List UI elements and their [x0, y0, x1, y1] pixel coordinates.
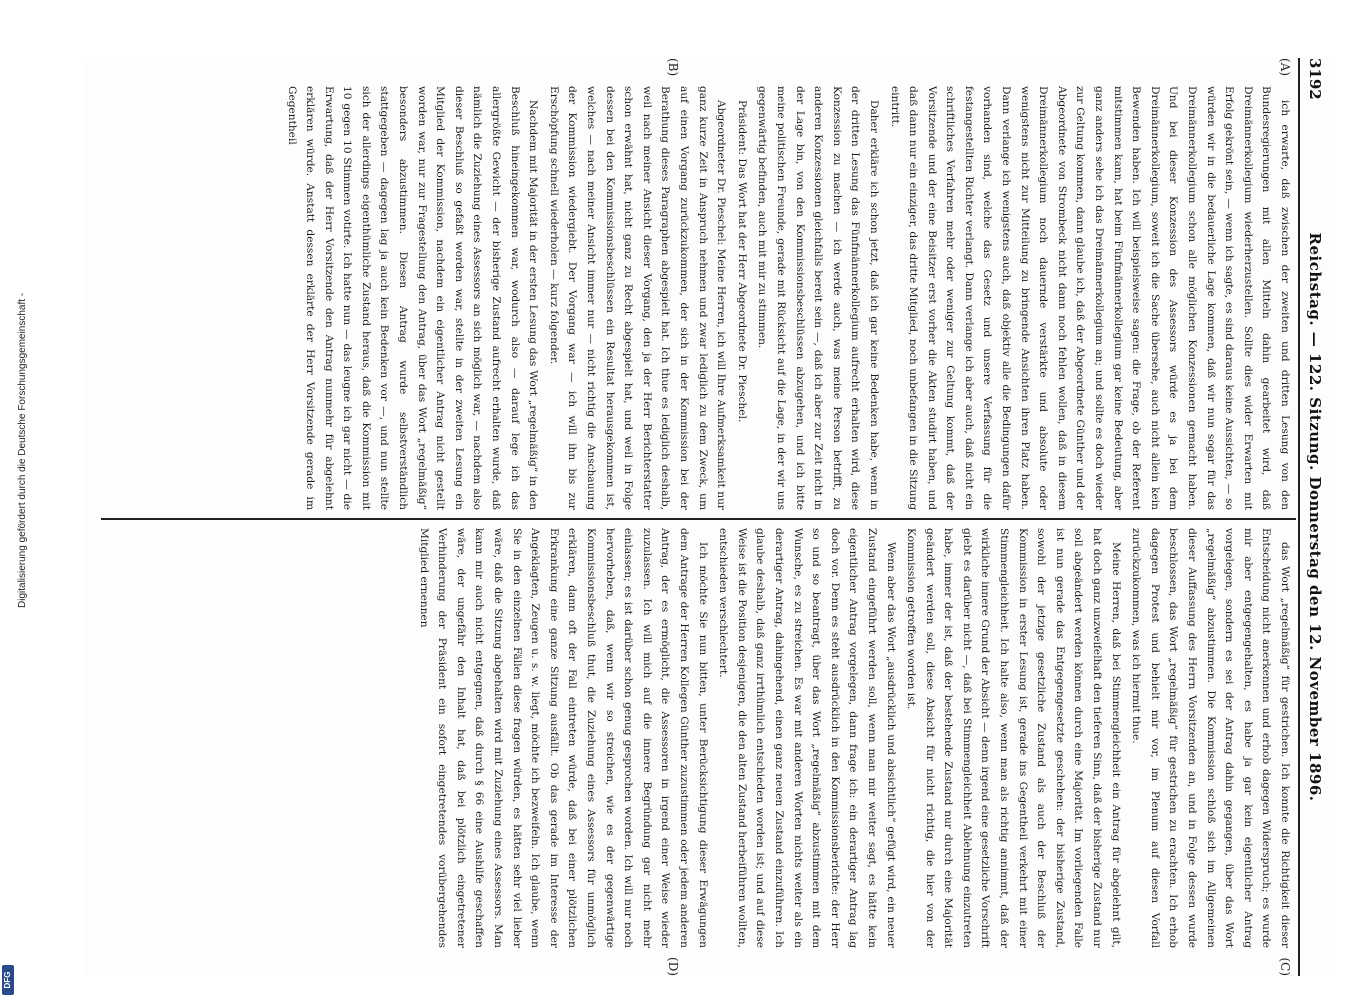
- paragraph: ich erwarte, daß zwischen der zweiten und dritten Lesung von den Bundesregierungen mit allen Mitteln dahin gearbeitet wird, daß Dreimännerkollegium wiederherzustellen. Sollte dies wider Erwarten mit Erfolg gekrönt sein, — wenn ich sagte, es sind daraus keine Aussichten, — so würden wir in die bedauerliche Lage kommen, daß wir nun sogar für das Dreimännerkollegium schon alle möglichen Konzessionen gemacht haben. Und bei dieser Konzession des Assessors würde es ja bei dem Dreimännerkollegium, soweit ich die Sache übersehe, auch nicht allein kein Bewenden haben. Ich will beispielsweise sagen: die Frage, ob der Referent mitstimmen kann, hat beim Fünfmännerkollegium gar keine Bedeutung, aber ganz anders sehe ich das Dreimännerkollegium an; und sollte es doch wieder zur Geltung kommen, dann glaube ich, daß der Abgeordnete Günther und der Abgeordnete von Strombeck nicht dann noch fehlen wollen, daß in diesem Dreimännerkollegium noch dauernde verstärkte und absolute oder wenigstens nicht zur Mitteilung zu bringende Ansichten ihren Platz haben. Dann verlange ich wenigstens auch, daß objektiv alle die Bedingungen dafür vorhanden sind, welche das Gesetz und unsere Verfassung für die festangestellten Richter verlangt. Dann verlange ich aber auch, daß nicht ein schriftliches Verfahren mehr oder weniger zur Geltung kommt, daß der Vorsitzende und der eine Beisitzer erst vorher die Akten studirt haben, und daß dann nur ein einziger, das dritte Mitglied, noch unbefangen in die Sitzung eintritt.: [888, 86, 1291, 510]
- digitization-credit: Digitalisierung gefördert durch die Deutsche Forschungsgemeinschaft -: [17, 292, 28, 608]
- paragraph: Meine Herren, daß bei Stimmengleichheit ein Antrag für abgelehnt gilt, hat doch ganz unzweifelhaft den tieferen Sinn, daß der bisherige Zustand nur soll abgeändert werden können durch eine Majorität. Im vorliegenden Falle ist nun gerade das Entgegengesetzte geschehen: der bisherige Zustand, sowohl der jetzige gesetzliche Zustand als auch der Beschluß der Kommission in erster Lesung ist, gerade ins Gegentheil verkehrt mit einer Stimmengleichheit. Ich halte also, wenn man als richtig annimmt, daß der wirkliche innere Grund der Absicht — denn irgend eine gesetzliche Vorschrift giebt es darüber nicht —, daß bei Stimmengleichheit Ablehnung einzutreten habe, immer der ist, daß der bestehende Zustand nur durch eine Majorität geändert werden soll, diese Absicht für nicht richtig, die hier von der Kommission getroffen worden ist.: [905, 528, 1122, 948]
- column-divider: [101, 518, 1296, 520]
- margin-marker-a: (A): [1278, 58, 1292, 77]
- margin-marker-c: (C): [1278, 957, 1292, 976]
- dfg-logo-text: DFG: [3, 971, 12, 989]
- left-column: [114, 86, 1294, 510]
- scanned-page: [85, 58, 1330, 976]
- header-rule: [1298, 58, 1300, 976]
- paragraph: Nachdem mit Majorität in der ersten Lesung das Wort „regelmäßig“ in den Beschluß hineingekommen war, wodurch also — darauf lege ich das allergrößte Gewicht — der bisherige Zustand aufrecht erhalten wurde, daß nämlich die Zuziehung eines Assessors an sich möglich war, — nachdem also dieser Beschluß so gefaßt worden war, stellte in der zweiten Lesung ein Mitglied der Kommission, nachdem ein eigentlicher Antrag nicht gestellt worden war, nur zur Fragestellung den Antrag, über das Wort „regelmäßig“ besonders abzustimmen. Diesen Antrag wurde selbstverständlich stattgegeben — dagegen lag ja auch kein Bedenken vor —, und nun stellte sich der allerdings eigenthümliche Zustand heraus, daß die Kommission mit 10 gegen 10 Stimmen votirte. Ich hatte nun — das leugne ich gar nicht — die Erwartung, daß der Herr Vorsitzende den Antrag nunmehr für abgelehnt erklären würde. Anstatt dessen erklärte der Herr Vorsitzende gerade im Gegentheil: [285, 86, 540, 510]
- paragraph: Ich möchte Sie nun bitten, unter Berücksichtigung dieser Erwägungen dem Antrage der Herren Kollegen Günther zuzustimmen oder jedem anderen Antrag, der es ermöglicht, die Assessoren in irgend einer Weise wieder zuzulassen. Ich will mich auf die innere Begründung gar nicht mehr einlassen; es ist darüber schon genug gesprochen worden. Ich will nur noch hervorheben, daß, wenn wir so streichen, wie es der gegenwärtige Kommissionsbeschluß thut, die Zuziehung eines Assessors für unmöglich erklären, dann oft der Fall eintreten würde, daß bei einer plötzlichen Erkrankung eine ganze Sitzung ausfällt. Ob das gerade im Interesse der Angeklagten, Zeugen u. s. w. liegt, möchte ich bezweifeln. Ich glaube, wenn Sie in den einzelnen Fällen diese fragen würden, es hätten sehr viel lieber wäre, daß die Sitzung abgehalten wird mit Zuziehung eines Assessors. Man kann mir auch nicht entgegnen, daß durch § 66 eine Aushilfe geschaffen wäre, der ungefähr den Inhalt hat, daß bei plötzlich eingetretener Verhinderung der Präsident ein sofort eingetretendes vorübergehendes Mitglied ernennen: [417, 528, 709, 948]
- paragraph: das Wort „regelmäßig“ für gestrichen. Ich konnte die Richtigkeit dieser Entscheidung nicht anerkennen und erhob dagegen Widerspruch; es wurde mir aber entgegengehalten, es habe ja gar kein eigentlicher Antrag vorgelegen, sondern es sei der Antrag dahin gegangen, über das Wort „regelmäßig“ abzustimmen. Die Kommission schloß sich im Allgemeinen dieser Auffassung des Herrn Vorsitzenden an, und in Folge dessen wurde beschlossen, das Wort „regelmäßig“ für gestrichen zu erachten. Ich erhob dagegen Protest und behielt mir vor, im Plenum auf diesen Vorfall zurückzukommen, was ich hiermit thue.: [1130, 528, 1291, 948]
- margin-marker-b: (B): [666, 58, 680, 77]
- margin-marker-d: (D): [666, 957, 680, 976]
- right-column: [114, 528, 1294, 948]
- page-header: [1300, 58, 1330, 976]
- paragraph: Präsident: Das Wort hat der Herr Abgeordnete Dr. Pieschel.: [735, 100, 748, 423]
- paragraph: Daher erkläre ich schon jetzt, daß ich gar keine Bedenken habe, wenn in der dritten Lesung das Fünfmännerkollegium aufrecht erhalten wird, diese Konzession zu machen — ich werde auch, was meine Person betrifft, zu anderen Konzessionen gleichfalls bereit sein —, daß ich aber zur Zeit nicht in der Lage bin, von den Kommissionsbeschlüssen abzugehen, und ich bitte meine politischen Freunde, gerade mit Rücksicht auf die Lage, in der wir uns gegenwärtig befinden, auch mit mir zu stimmen.: [756, 86, 880, 510]
- page-title: Reichstag. — 122. Sitzung. Donnerstag den 12. November 1896.: [1306, 232, 1324, 802]
- paragraph: Abgeordneter Dr. Pieschel: Meine Herren, ich will Ihre Aufmerksamkeit nur ganz kurze Zeit in Anspruch nehmen und zwar lediglich zu dem Zweck, um auf einen Vorgang zurückzukommen, der sich in der Kommission bei der Berathung dieses Paragraphen abgespielt hat. Ich thue es lediglich deshalb, weil nach meiner Ansicht dieser Vorgang, den ja der Herr Berichterstatter schon erwähnt hat, nicht ganz zu Recht abgespielt hat, und weil in Folge dessen bei den Kommissionsbeschlüssen ein Resultat herausgekommen ist, welches — nach meiner Ansicht immer nur — nicht richtig die Anschauung der Kommission wiedergiebt. Der Vorgang war — ich will ihn bis zur Erschöpfung schnell wiederholen — kurz folgender.: [547, 86, 728, 510]
- page-number: 3192: [1306, 58, 1324, 100]
- dfg-logo: [2, 965, 14, 995]
- digitization-sidebar: [0, 0, 28, 1000]
- paragraph: Wenn aber das Wort „ausdrücklich und absichtlich“ gefügt wird, ein neuer Zustand eingeführt werden soll, wenn man mir weiter sagt, es hätte kein eigentlicher Antrag vorgelegen, dann frage ich: ein derartiger Antrag lag doch vor. Denn es steht ausdrücklich in den Kommissionsberichte: der Herr so und so beantragt, über das Wort „regelmäßig“ abzustimmen mit dem Wunsche, es zu streichen. Es war mit anderen Worten nichts weiter als ein derartiger Antrag, dahingehend, einen ganz neuen Zustand einzuführen. Ich glaube deshalb, daß ganz irrthümlich entschieden worden ist; und auf diese Weise ist die Position desjenigen, die den alten Zustand herbeiführen wollten, entschieden verschlechtert.: [717, 528, 897, 948]
